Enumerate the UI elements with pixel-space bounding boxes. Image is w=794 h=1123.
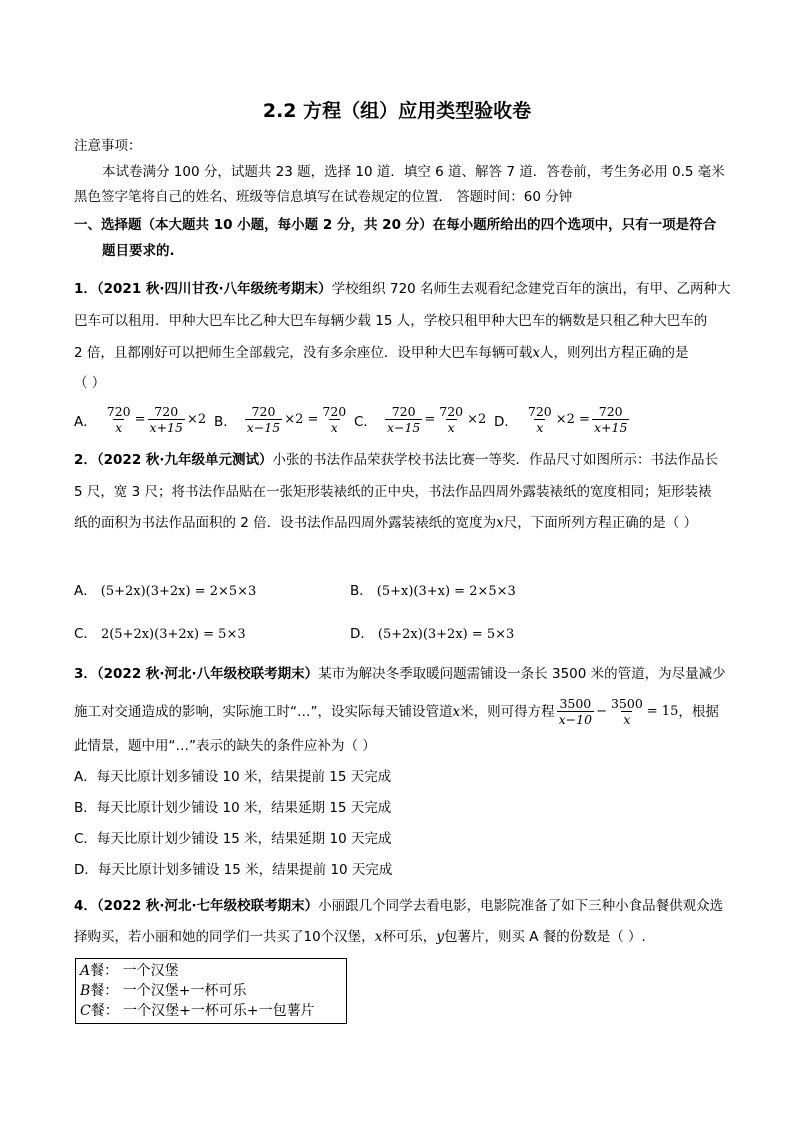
q3-fraction-1: $\frac{3500}{x-10}$ <box>558 696 593 727</box>
q1-line-2: 巴车可以租用．甲种大巴车比乙种大巴车每辆少载 15 人，学校只租甲种大巴车的辆数是只租乙种大巴车的 <box>74 313 708 329</box>
q4-menu-box <box>75 958 347 1024</box>
q3-option-b[interactable]: B．每天比原计划少铺设 10 米，结果延期 15 天完成 <box>74 800 392 816</box>
notice-line-1: 本试卷满分 100 分，试题共 23 题，选择 10 道．填空 6 道、解答 7 道．答卷前，考生务必用 0.5 毫米 <box>102 164 725 180</box>
q2-var-x: x <box>496 515 504 531</box>
q3-var-x: x <box>452 703 461 720</box>
q1-option-d[interactable]: D． $\frac{720}{x}$ ×2 = $\frac{720}{x+15}$ <box>494 404 628 435</box>
q4-source: 4．（2022 秋·河北·七年级校联考期末） <box>74 898 319 914</box>
q2-text-1: 小张的书法作品荣获学校书法比赛一等奖．作品尺寸如图所示：书法作品长 <box>272 452 719 468</box>
q1-option-a[interactable]: A． $\frac{720}{x}$ = $\frac{720}{x+15}$ ×2 <box>74 404 207 435</box>
q2-source: 2．（2022 秋·九年级单元测试） <box>74 452 273 468</box>
q3-line-1 <box>74 665 726 683</box>
q1-paren: （ ） <box>74 375 106 391</box>
q2-option-d[interactable]: D． (5+2x)(3+2x) = 5×3 <box>350 626 515 642</box>
q2-option-a[interactable]: A． (5+2x)(3+2x) = 2×5×3 <box>74 583 257 599</box>
q4-var-x: x <box>374 929 383 945</box>
q4-menu-a: A餐： 一个汉堡 <box>80 963 179 979</box>
q2-line-3: 纸的面积为书法作品面积的 2 倍．设书法作品四周外露装裱纸的宽度为x尺，下面所列方程正确的是（ ） <box>74 515 698 531</box>
q1-source: 1．（2021 秋·四川甘孜·八年级统考期末） <box>74 281 332 297</box>
q1-option-c[interactable]: C． $\frac{720}{x-15}$ = $\frac{720}{x}$ ×2 <box>354 404 487 435</box>
q3-option-d[interactable]: D．每天比原计划多铺设 15 米，结果提前 10 天完成 <box>74 862 393 878</box>
q4-text-1: 小丽跟几个同学去看电影，电影院准备了如下三种小食品餐供观众选 <box>318 898 724 914</box>
q1-options <box>74 404 654 435</box>
q4-menu-b: B餐： 一个汉堡+一杯可乐 <box>80 983 247 999</box>
q1-line-1 <box>74 280 731 298</box>
q2-option-c[interactable]: C． 2(5+2x)(3+2x) = 5×3 <box>74 626 246 642</box>
section-1-line-1: 一、选择题（本大题共 10 小题，每小题 2 分，共 20 分）在每小题所给出的四个选项中，只有一项是符合 <box>74 217 717 233</box>
q1-option-b[interactable]: B． $\frac{720}{x-15}$ ×2 = $\frac{720}{x}$ <box>214 404 347 435</box>
q2-line-2: 5 尺，宽 3 尺；将书法作品贴在一张矩形装裱纸的正中央，书法作品四周外露装裱纸的宽度相同；矩形装裱 <box>74 484 712 500</box>
q3-fraction-2: $\frac{3500}{x}$ <box>610 696 643 727</box>
q3-line-3: 此情景，题中用“…”表示的缺失的条件应补为（ ） <box>74 738 376 754</box>
q2-option-b[interactable]: B． (5+x)(3+x) = 2×5×3 <box>350 583 516 599</box>
q4-line-1 <box>74 897 723 915</box>
q3-option-c[interactable]: C．每天比原计划少铺设 15 米，结果延期 10 天完成 <box>74 831 392 847</box>
notice-heading: 注意事项： <box>74 138 142 154</box>
page-title: 2.2 方程（组）应用类型验收卷 <box>262 100 532 122</box>
q3-option-a[interactable]: A．每天比原计划多铺设 10 米，结果提前 15 天完成 <box>74 769 392 785</box>
section-1-line-2: 题目要求的. <box>102 243 175 259</box>
q4-var-y: y <box>436 929 444 945</box>
q3-source: 3．（2022 秋·河北·八年级校联考期末） <box>74 666 319 682</box>
q1-line-3: 2 倍，且都刚好可以把师生全部载完，没有多余座位．设甲种大巴车每辆可载x人，则列出方程正确的是 <box>74 345 689 361</box>
notice-line-2: 黑色签字笔将自己的姓名、班级等信息填写在试卷规定的位置． 答题时间：60 分钟 <box>74 189 573 205</box>
q2-line-1 <box>74 451 718 469</box>
q4-line-2: 择购买，若小丽和她的同学们一共买了10个汉堡，x杯可乐，y包薯片，则买 A 餐的份数是（ ）. <box>74 929 646 945</box>
q3-text-1: 某市为解决冬季取暖问题需铺设一条长 3500 米的管道，为尽量减少 <box>318 666 726 682</box>
q1-text-1: 学校组织 720 名师生去观看纪念建党百年的演出，有甲、乙两种大 <box>331 281 731 297</box>
q4-menu-c: C餐： 一个汉堡+一杯可乐+一包薯片 <box>80 1003 315 1019</box>
q1-var-x: x <box>532 345 541 361</box>
q3-line-2: 施工对交通造成的影响，实际施工时“…”，设实际每天铺设管道 x 米，则可得方程 $\frac{3500}{x-10}$ − $\frac{3500}{x}$ = 15 ，根据 <box>74 696 719 727</box>
